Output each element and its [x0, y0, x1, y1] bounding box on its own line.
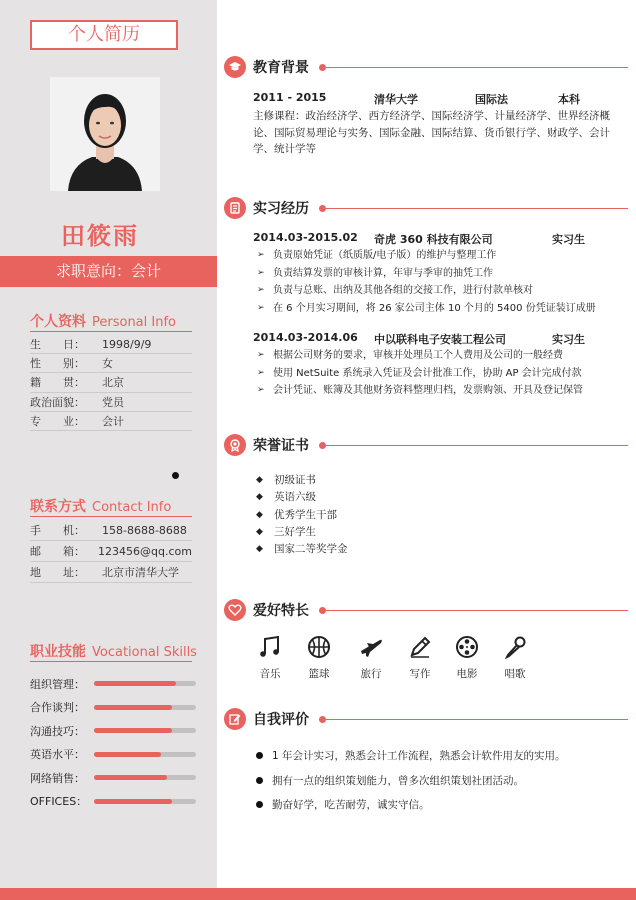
self-eval-heading	[224, 707, 309, 731]
eval-text: 勤奋好学，吃苦耐劳，诚实守信。	[272, 799, 430, 811]
hobby-item	[347, 634, 395, 681]
hobby-label: 电影	[456, 668, 478, 680]
personal-info-table	[30, 335, 192, 431]
hobby-label: 旅行	[360, 668, 382, 680]
info-key: 邮 箱：	[30, 545, 85, 558]
heading-line	[326, 719, 628, 720]
education-courses: 主修课程：政治经济学、西方经济学、国际经济学、计量经济学、世界经济概论、国际贸易理论与实务、国际金融、国际结算、货币银行学、财政学、会计学、统计学等	[253, 110, 610, 155]
footer-bar	[0, 888, 636, 900]
list-item	[256, 793, 566, 818]
basketball-icon	[306, 634, 332, 660]
heading-dot	[319, 205, 326, 212]
skill-bar-fill	[94, 752, 161, 757]
job-duties	[257, 347, 622, 400]
duty-text: 负责原始凭证（纸质版/电子版）的维护与整理工作	[273, 250, 497, 261]
honor-text: 国家二等奖学金	[274, 543, 348, 556]
heading-dot	[319, 442, 326, 449]
duty-text: 在 6 个月实习期间，将 26 家公司主体 10 个月的 5400 份凭证装订成册	[273, 302, 596, 314]
divider	[30, 331, 192, 332]
list-item	[257, 347, 622, 365]
heading-line	[326, 208, 628, 209]
duty-text: 负责与总账、出纳及其他各组的交接工作，进行付款单核对	[273, 285, 533, 296]
duty-text: 负责结算发票的审核计算，年审与季审的抽凭工作	[273, 267, 493, 279]
job-intent-banner: 求职意向：会计	[0, 256, 217, 287]
contact-row-address	[30, 562, 192, 583]
contact-title-zh: 联系方式	[30, 499, 86, 515]
personal-info-title-en: Personal Info	[92, 315, 176, 330]
education-period: 2011 - 2015	[253, 91, 327, 104]
info-row-gender	[30, 354, 192, 373]
list-item	[257, 382, 622, 400]
divider	[30, 661, 192, 662]
honor-text: 英语六级	[274, 491, 316, 504]
bullet-dot-icon	[256, 744, 272, 769]
info-key: 手 机：	[30, 524, 85, 537]
email-value: 123456@qq.com	[98, 544, 192, 558]
education-summary	[253, 91, 633, 107]
hobby-item	[396, 634, 444, 681]
info-key: 地 址：	[30, 566, 85, 579]
bullet-dot-icon	[256, 793, 272, 818]
arrow-bullet-icon: ➢	[257, 250, 265, 260]
heading-dot	[319, 716, 326, 723]
job-role: 实习生	[552, 333, 585, 346]
duty-text: 会计凭证、账簿及其他财务资料整理归档，发票购领、开具及登记保管	[273, 385, 583, 396]
job-period: 2014.03-2014.06	[253, 331, 358, 344]
heading-line	[326, 67, 628, 68]
skill-bar	[94, 799, 196, 804]
info-key: 生 日：	[30, 338, 85, 352]
arrow-bullet-icon: ➢	[257, 385, 265, 395]
info-value: 党员	[102, 395, 124, 409]
heading-dot	[319, 607, 326, 614]
list-item	[257, 282, 622, 300]
hobbies-heading	[224, 598, 309, 622]
skills-list	[30, 672, 200, 813]
skill-bar	[94, 775, 196, 780]
hobby-label: 篮球	[308, 668, 330, 680]
honors-title: 荣誉证书	[253, 438, 309, 454]
job-header	[253, 231, 633, 246]
address-value: 北京市清华大学	[102, 566, 179, 579]
list-item	[256, 489, 348, 506]
list-item	[257, 247, 622, 265]
list-item	[257, 265, 622, 283]
education-title: 教育背景	[253, 60, 309, 76]
education-major: 国际法	[475, 93, 508, 106]
skill-row	[30, 672, 200, 696]
list-item	[256, 769, 566, 794]
skill-bar	[94, 705, 196, 710]
honors-list	[256, 472, 348, 558]
experience-heading	[224, 196, 309, 220]
decorative-dot	[172, 472, 179, 479]
job-period: 2014.03-2015.02	[253, 231, 358, 244]
medal-icon	[224, 434, 246, 456]
arrow-bullet-icon: ➢	[257, 302, 265, 313]
person-name: 田筱雨	[61, 222, 139, 250]
arrow-bullet-icon: ➢	[257, 350, 265, 360]
duty-text: 根据公司财务的要求，审核并处理员工个人费用及公司的一般经费	[273, 350, 563, 361]
list-item	[257, 300, 622, 318]
list-item	[256, 541, 348, 558]
job-company: 奇虎 360 科技有限公司	[374, 233, 493, 246]
resume-title: 个人简历	[30, 20, 178, 50]
arrow-bullet-icon: ➢	[257, 367, 265, 378]
info-key: 籍 贯：	[30, 376, 85, 390]
job-duties	[257, 247, 622, 317]
info-row-hometown	[30, 373, 192, 392]
skill-bar-fill	[94, 681, 176, 686]
job-company: 中以联科电子安装工程公司	[374, 333, 506, 346]
edit-icon	[224, 708, 246, 730]
film-reel-icon	[454, 634, 480, 660]
hobbies-title: 爱好特长	[253, 603, 309, 619]
info-value: 女	[102, 357, 113, 371]
personal-info-heading	[30, 311, 176, 331]
duty-text: 使用 NetSuite 系统录入凭证及会计批准工作，协助 AP 会计完成付款	[273, 367, 582, 379]
honors-heading	[224, 433, 309, 457]
self-eval-title: 自我评价	[253, 712, 309, 728]
skills-heading	[30, 641, 197, 661]
skill-bar	[94, 752, 196, 757]
list-item	[256, 524, 348, 541]
hobby-item	[491, 634, 539, 681]
heading-line	[326, 610, 628, 611]
graduation-cap-icon	[224, 56, 246, 78]
eval-text: 拥有一点的组织策划能力，曾多次组织策划社团活动。	[272, 774, 524, 787]
skill-label: 网络销售：	[30, 771, 85, 785]
skill-row	[30, 790, 200, 814]
info-row-major	[30, 412, 192, 431]
contact-row-email	[30, 541, 192, 562]
honor-text: 初级证书	[274, 474, 316, 486]
music-note-icon	[257, 634, 283, 660]
hobby-label: 音乐	[259, 668, 281, 680]
personal-info-title-zh: 个人资料	[30, 314, 86, 330]
hobby-item	[246, 634, 294, 681]
bullet-dot-icon	[256, 769, 272, 794]
skill-row	[30, 719, 200, 743]
info-row-political	[30, 393, 192, 412]
airplane-icon	[358, 634, 384, 660]
hobby-label: 写作	[409, 668, 431, 680]
heading-line	[326, 445, 628, 446]
document-icon	[224, 197, 246, 219]
list-item	[257, 365, 622, 383]
education-heading	[224, 55, 309, 79]
skill-label: 组织管理：	[30, 677, 85, 691]
info-value: 会计	[102, 414, 124, 428]
job-role: 实习生	[552, 233, 585, 246]
diamond-bullet-icon: ◆	[256, 526, 263, 537]
arrow-bullet-icon: ➢	[257, 267, 265, 278]
profile-photo	[50, 77, 160, 191]
contact-heading	[30, 496, 171, 516]
info-value: 1998/9/9	[102, 337, 152, 351]
pencil-icon	[407, 634, 433, 660]
info-key: 政治面貌：	[30, 395, 85, 409]
hobby-item	[443, 634, 491, 681]
honor-text: 优秀学生干部	[274, 508, 337, 521]
hobbies-list	[246, 634, 546, 686]
heading-dot	[319, 64, 326, 71]
contact-row-phone	[30, 520, 192, 541]
skill-row	[30, 766, 200, 790]
diamond-bullet-icon: ◆	[256, 475, 263, 485]
skill-label: 沟通技巧：	[30, 724, 85, 738]
skill-label: OFFICES：	[30, 795, 88, 809]
arrow-bullet-icon: ➢	[257, 285, 265, 295]
skills-title-en: Vocational Skills	[92, 645, 197, 660]
hobby-item	[295, 634, 343, 681]
job-header	[253, 331, 633, 346]
diamond-bullet-icon: ◆	[256, 544, 263, 555]
phone-value: 158-8688-8688	[102, 523, 187, 537]
heart-icon	[224, 599, 246, 621]
hobby-label: 唱歌	[504, 668, 526, 680]
eval-text: 1 年会计实习，熟悉会计工作流程，熟悉会计软件用友的实用。	[272, 750, 566, 762]
skill-bar-fill	[94, 728, 172, 733]
info-key: 专 业：	[30, 414, 85, 428]
list-item	[256, 507, 348, 524]
skill-bar-fill	[94, 775, 167, 780]
microphone-icon	[502, 634, 528, 660]
skill-bar-fill	[94, 705, 172, 710]
education-school: 清华大学	[374, 93, 418, 106]
skill-row	[30, 743, 200, 767]
skill-bar-fill	[94, 799, 172, 804]
divider	[30, 516, 192, 517]
contact-table	[30, 520, 192, 583]
diamond-bullet-icon: ◆	[256, 509, 263, 520]
skills-title-zh: 职业技能	[30, 644, 86, 660]
list-item	[256, 472, 348, 489]
skill-label: 合作谈判：	[30, 701, 85, 715]
skill-label: 英语水平：	[30, 748, 85, 762]
honor-text: 三好学生	[274, 525, 316, 538]
info-value: 北京	[102, 376, 124, 390]
info-row-birthday	[30, 335, 192, 354]
skill-row	[30, 696, 200, 720]
education-degree: 本科	[558, 93, 580, 106]
contact-title-en: Contact Info	[92, 500, 172, 515]
skill-bar	[94, 681, 196, 686]
experience-title: 实习经历	[253, 201, 309, 217]
self-eval-list	[256, 744, 566, 818]
info-key: 性 别：	[30, 357, 85, 371]
diamond-bullet-icon: ◆	[256, 492, 263, 503]
list-item	[256, 744, 566, 769]
skill-bar	[94, 728, 196, 733]
